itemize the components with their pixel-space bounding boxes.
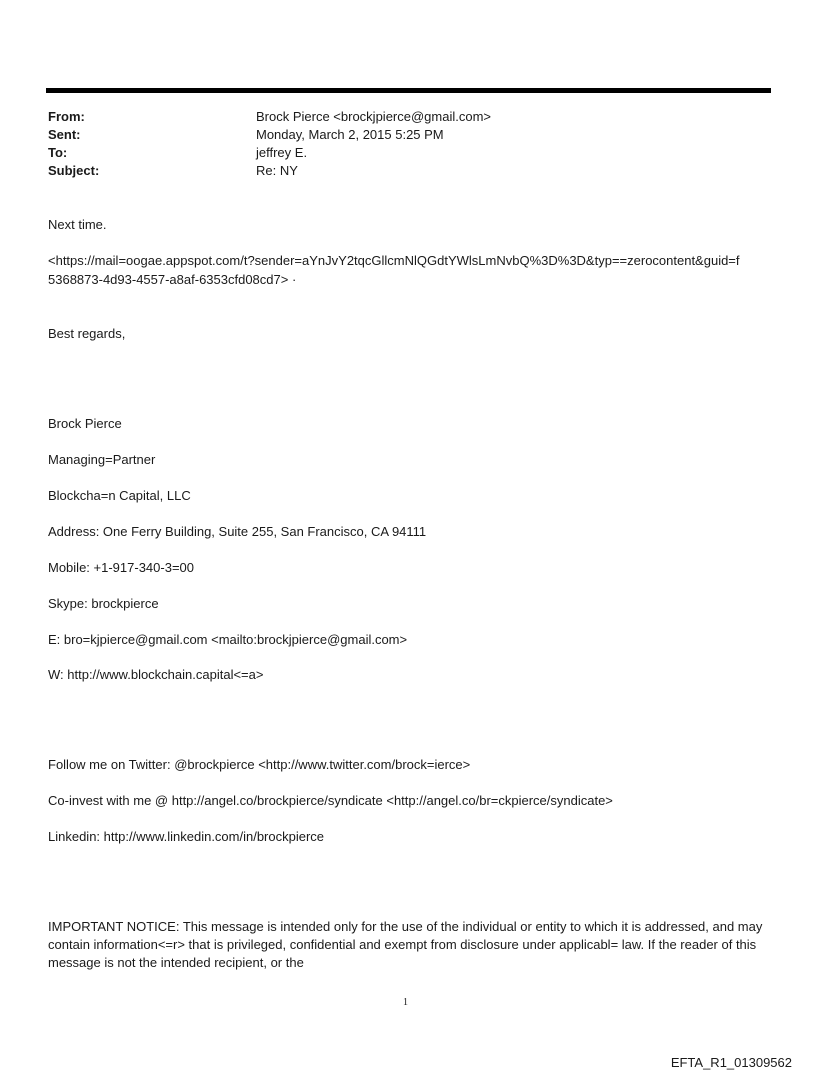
sent-label: Sent:	[48, 127, 81, 142]
document-id: EFTA_R1_01309562	[670, 1055, 792, 1070]
closing-text: Best regards,	[48, 326, 126, 341]
signature-company: Blockcha=n Capital, LLC	[48, 488, 191, 503]
greeting-text: Next time.	[48, 217, 107, 232]
twitter-link[interactable]: Follow me on Twitter: @brockpierce <http://www.twitter.com/brock=ierce>	[48, 757, 471, 772]
signature-mobile: Mobile: +1-917-340-3=00	[48, 560, 194, 575]
signature-title: Managing=Partner	[48, 452, 156, 467]
signature-name: Brock Pierce	[48, 416, 122, 431]
signature-web-link[interactable]: W: http://www.blockchain.capital<=a>	[48, 667, 264, 682]
from-label: From:	[48, 109, 85, 124]
header-rule	[46, 88, 771, 93]
legal-notice: IMPORTANT NOTICE: This message is intended only for the use of the individual or entity to which it is addressed, and may contain information<=r> that is privileged, confidential and exempt from disclosure under applicabl= law. If the reader of this message is not the intended recipient, or the	[48, 919, 763, 970]
subject-label: Subject:	[48, 163, 100, 178]
page-number: 1	[403, 997, 408, 1008]
to-value: jeffrey E.	[256, 145, 308, 160]
tracking-link-line1[interactable]: <https://mail=oogae.appspot.com/t?sender=aYnJvY2tqcGllcmNlQGdtYWlsLmNvbQ%3D%3D&typ==zerocontent&guid=f	[48, 253, 740, 268]
linkedin-link[interactable]: Linkedin: http://www.linkedin.com/in/brockpierce	[48, 829, 325, 844]
signature-address: Address: One Ferry Building, Suite 255, San Francisco, CA 94111	[48, 524, 427, 539]
subject-value: Re: NY	[256, 163, 298, 178]
angel-link[interactable]: Co-invest with me @ http://angel.co/brockpierce/syndicate <http://angel.co/br=ckpierce/syndicate>	[48, 793, 613, 808]
signature-email-link[interactable]: E: bro=kjpierce@gmail.com <mailto:brockjpierce@gmail.com>	[48, 632, 408, 647]
sent-value: Monday, March 2, 2015 5:25 PM	[256, 127, 444, 142]
from-value: Brock Pierce <brockjpierce@gmail.com>	[256, 109, 492, 124]
signature-skype: Skype: brockpierce	[48, 596, 159, 611]
to-label: To:	[48, 145, 68, 160]
tracking-link-line2[interactable]: 5368873-4d93-4557-a8af-6353cfd08cd7> ·	[48, 272, 297, 287]
